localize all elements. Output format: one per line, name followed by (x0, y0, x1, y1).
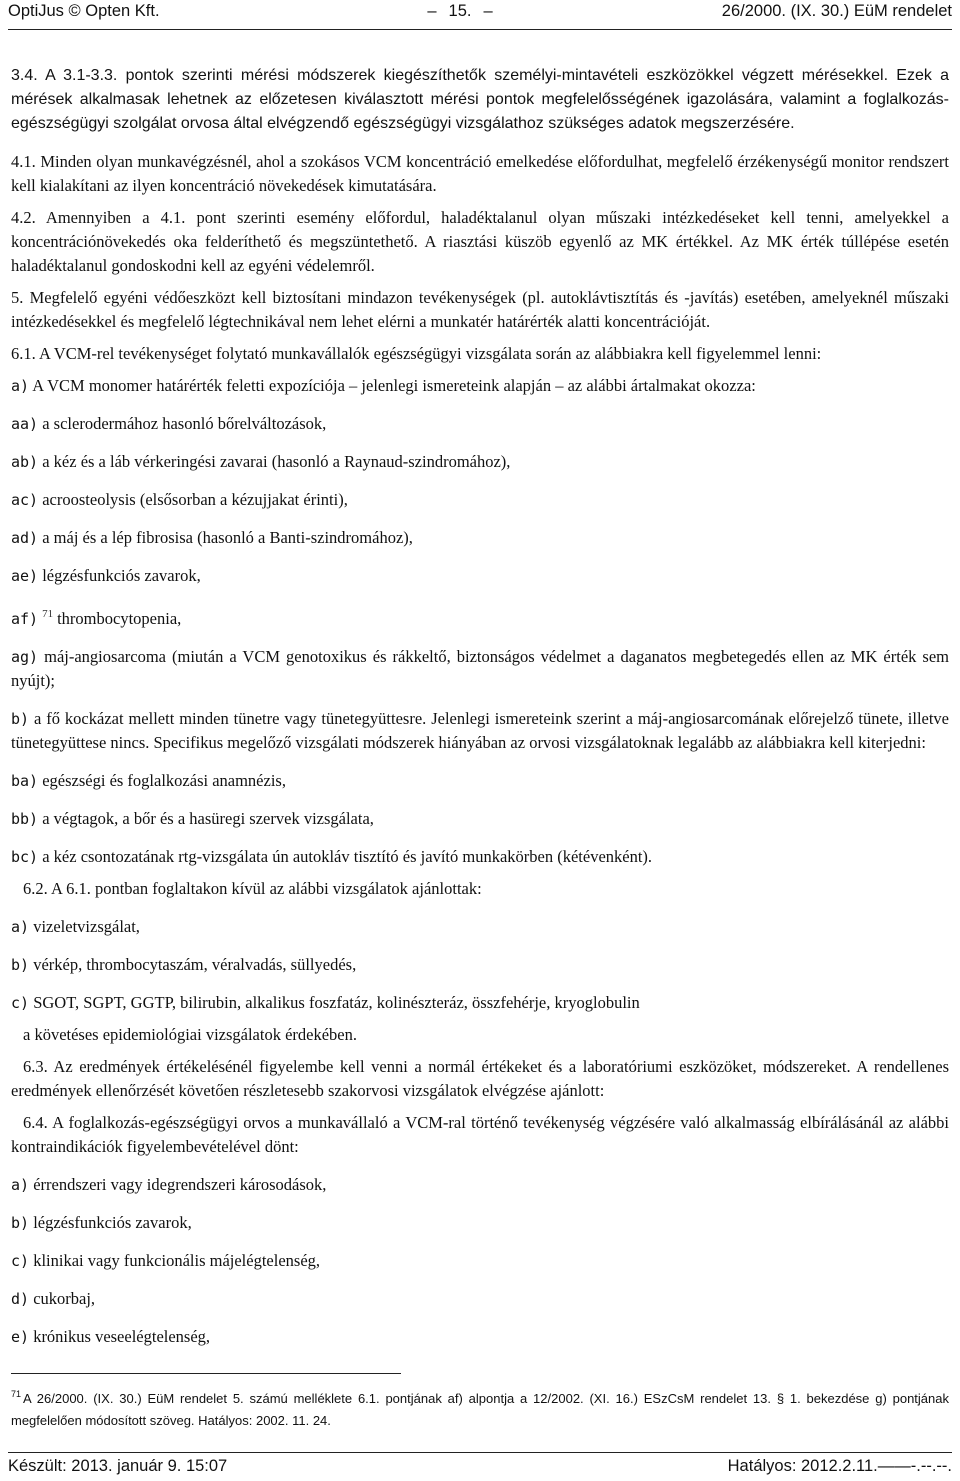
header-rule (8, 29, 952, 30)
item-label: b) (11, 710, 30, 728)
list-item: d) cukorbaj, (11, 1289, 96, 1308)
footnote-number: 71 (11, 1389, 22, 1399)
item-label: c) (11, 994, 30, 1012)
list-item: a) vizeletvizsgálat, (11, 917, 140, 936)
paragraph-6-1: 6.1. A VCM-rel tevékenységet folytató munkavállalók egészségügyi vizsgálata során az alábbiakra kell figyelemmel lenni: (11, 344, 822, 363)
list-item: ad) a máj és a lép fibrosisa (hasonló a Banti-szindromához), (11, 528, 413, 547)
paragraph-6-3: 6.3. Az eredmények értékelésénél figyelembe kell venni a normál értékeket és a laboratóriumi eszközöket, módszereket. A rendellenes eredmények ellenőrzését követően részletesebb szakorvosi vizsgálatok elvégzése ajánlott: (11, 1057, 949, 1100)
footnote-reference[interactable]: 71 (42, 608, 54, 620)
item-label: aa) (11, 415, 39, 433)
header-publisher: OptiJus © Opten Kft. (8, 2, 160, 20)
list-item: af) $^{71}$ thrombocytopenia, (11, 608, 182, 628)
item-label: ae) (11, 567, 39, 585)
item-label: b) (11, 956, 30, 974)
list-item: e) krónikus veseelégtelenség, (11, 1327, 211, 1346)
item-label: e) (11, 1328, 30, 1346)
paragraph-4-1: 4.1. Minden olyan munkavégzésnél, ahol a szokásos VCM koncentráció emelkedése előfordulhat, megfelelő érzékenységű monitor rendszert kell kialakítani az ilyen koncentráció növekedések kimutatására. (11, 152, 949, 195)
item-label: a) (11, 1176, 30, 1194)
item-label: c) (11, 1252, 30, 1270)
item-label: ac) (11, 491, 39, 509)
footer-rule (8, 1452, 952, 1453)
list-item: ac) acroosteolysis (elsősorban a kézujjakat érinti), (11, 490, 348, 509)
list-item: b) vérkép, thrombocytaszám, véralvadás, süllyedés, (11, 955, 357, 974)
list-item: bc) a kéz csontozatának rtg-vizsgálata ún autokláv tisztító és javító munkakörben (kétévenként). (11, 847, 653, 866)
paragraph-6-4: 6.4. A foglalkozás-egészségügyi orvos a munkavállaló a VCM-ral történő tevékenység végzésére való alkalmasság elbírálásánál az alábbi kontraindikációk figyelembevételével dönt: (11, 1113, 949, 1156)
list-item: b) a fő kockázat mellett minden tünetre vagy tünetegyüttesre. Jelenlegi ismereteink szerint a máj-angiosarcomának előrejelző tünete, illetve tünetegyüttese nincs. Specifikus megelőző vizsgálati módszerek hiányában az orvosi vizsgálatoknak legalább az alábbiakra kell kiterjedni: (11, 709, 950, 752)
document-body (11, 64, 949, 1363)
list-item: ae) légzésfunkciós zavarok, (11, 566, 201, 585)
page-header (8, 2, 952, 28)
footer-effective: Hatályos: 2012.2.11.——-.--.--. (727, 1457, 952, 1475)
footnote (11, 1383, 949, 1432)
item-label: bb) (11, 810, 39, 828)
item-label: b) (11, 1214, 30, 1232)
paragraph-6-2: 6.2. A 6.1. pontban foglaltakon kívül az alábbi vizsgálatok ajánlottak: (23, 879, 482, 898)
list-item: a) érrendszeri vagy idegrendszeri károsodások, (11, 1175, 327, 1194)
item-label: a) (11, 918, 30, 936)
item-label: bc) (11, 848, 39, 866)
item-label: ag) (11, 648, 39, 666)
list-item: ag) máj-angiosarcoma (miután a VCM genotoxikus és rákkeltő, biztonságos védelmet a daganatos megbetegedés ellen az MK érték sem nyújt); (11, 647, 949, 690)
item-label: ab) (11, 453, 39, 471)
list-item: c) SGOT, SGPT, GGTP, bilirubin, alkalikus foszfatáz, kolinészteráz, összfehérje, kryoglobulin (11, 993, 640, 1012)
list-item: ba) egészségi és foglalkozási anamnézis, (11, 771, 286, 790)
item-label: d) (11, 1290, 30, 1308)
paragraph-4-2: 4.2. Amennyiben a 4.1. pont szerinti esemény előfordul, haladéktalanul olyan műszaki intézkedéseket kell tenni, amelyekkel a koncentrációnövekedés oka felderíthető és megszüntethető. A riasztási küszöb egyenlő az MK értékkel. Az MK érték túllépése esetén haladéktalanul gondoskodni kell az egyéni védelemről. (11, 208, 949, 275)
footnote-rule (11, 1373, 401, 1374)
page-footer (8, 1457, 952, 1479)
list-item: a) A VCM monomer határérték feletti expozíciója – jelenlegi ismereteink alapján – az alábbi ártalmakat okozza: (11, 376, 756, 395)
list-item: bb) a végtagok, a bőr és a hasüregi szervek vizsgálata, (11, 809, 374, 828)
list-item: c) klinikai vagy funkcionális májelégtelenség, (11, 1251, 321, 1270)
footer-created: Készült: 2013. január 9. 15:07 (8, 1457, 228, 1475)
list-item: b) légzésfunkciós zavarok, (11, 1213, 192, 1232)
item-label: a) (11, 377, 30, 395)
footnote-text: A 26/2000. (IX. 30.) EüM rendelet 5. számú melléklete 6.1. pontjának af) alpontja a 12/2002. (XI. 16.) ESzCsM rendelet 13. § 1. bekezdése g) pontjának megfelelően módosított szöveg. Hatályos: 2002. 11. 24. (11, 1391, 949, 1428)
list-item: aa) a sclerodermához hasonló bőrelváltozások, (11, 414, 327, 433)
header-page-number: – 15. – (427, 2, 493, 20)
paragraph-3-4: 3.4. A 3.1-3.3. pontok szerinti mérési módszerek kiegészíthetők személyi-mintavételi eszközökkel végzett mérésekkel. Ezek a mérések alkalmasak lehetnek az előzetesen kiválasztott mérési pontok megfelelősségének igazolására, valamint a foglalkozás-egészségügyi szolgálat orvosa által elvégzendő egészségügyi vizsgálathoz szükséges adatok megszerzésére. (11, 67, 949, 132)
item-label: ba) (11, 772, 39, 790)
header-document-title: 26/2000. (IX. 30.) EüM rendelet (721, 2, 952, 20)
page-number: 15. (448, 2, 472, 20)
list-item: ab) a kéz és a láb vérkeringési zavarai (hasonló a Raynaud-szindromához), (11, 452, 511, 471)
item-label: af) (11, 610, 39, 628)
item-label: ad) (11, 529, 39, 547)
paragraph-continuation: a követéses epidemiológiai vizsgálatok érdekében. (23, 1025, 358, 1044)
paragraph-5: 5. Megfelelő egyéni védőeszközt kell biztosítani mindazon tevékenységek (pl. autoklávtisztítás és -javítás) esetében, amelyeknél műszaki intézkedésekkel és megfelelő légtechnikával nem lehet elérni a munkatér határérték alatti koncentrációját. (11, 288, 949, 331)
